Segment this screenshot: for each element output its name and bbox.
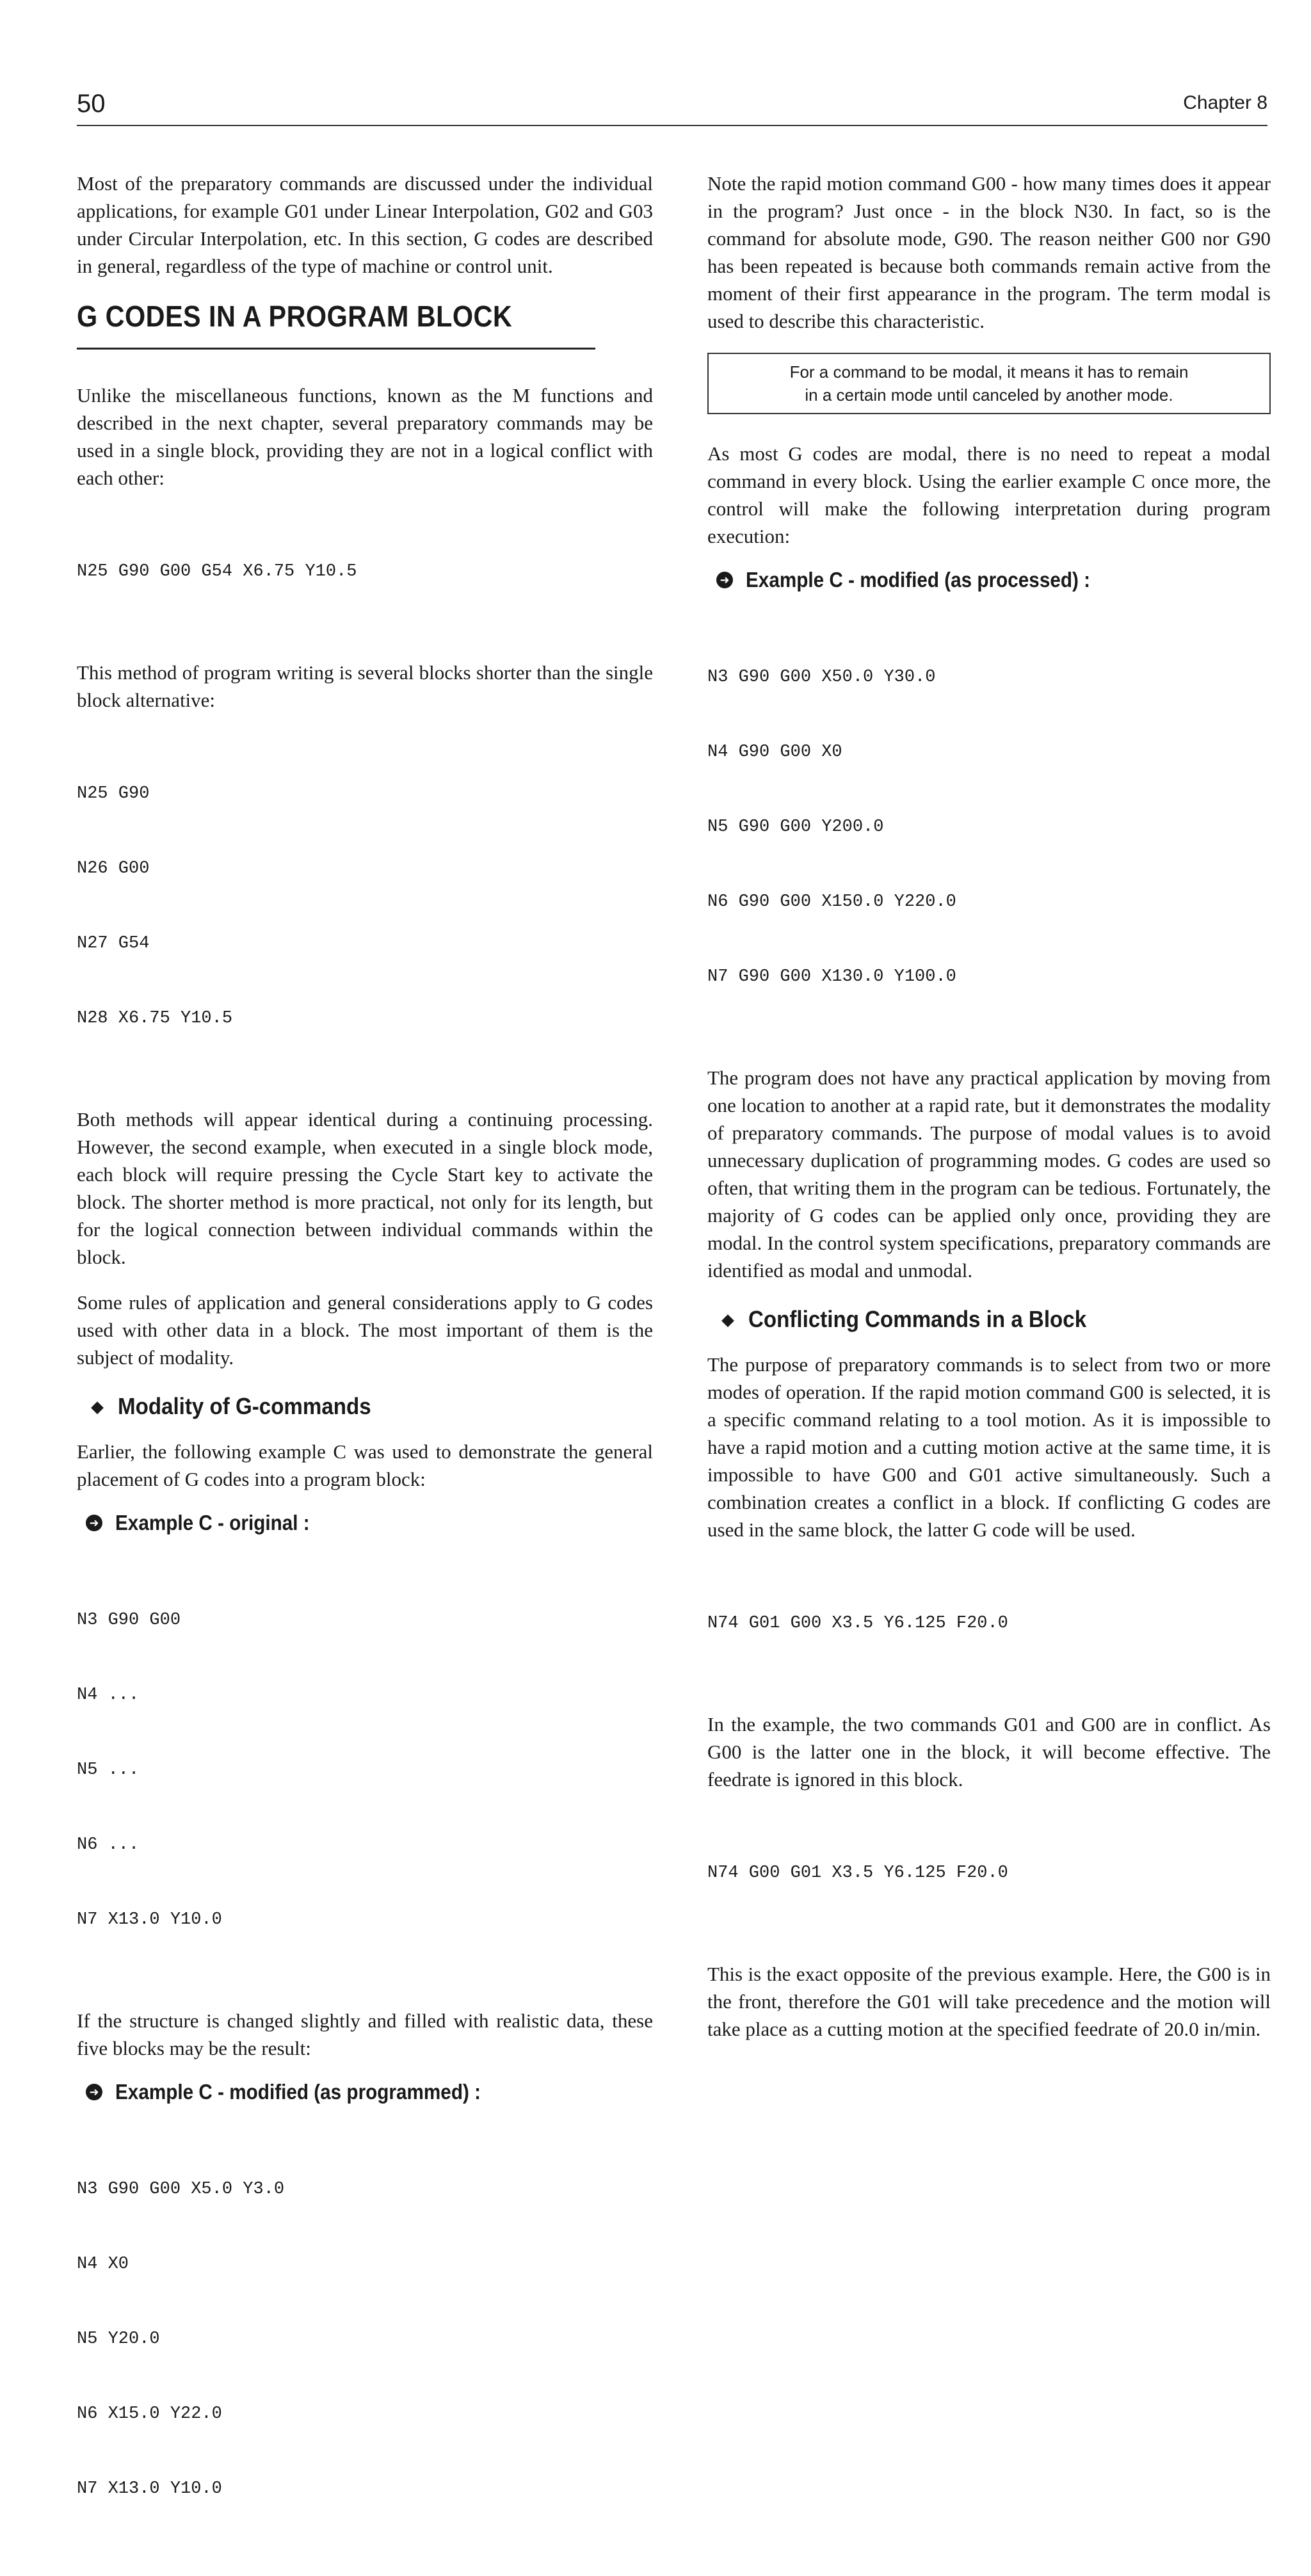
paragraph: Both methods will appear identical during a continuing processing. However, the second example, when executed in a single block mode, each block will require pressing the Cycle Start key to activate the block. The shorter method is more practical, not only for its length, but for the logical connection between individual commands within the block.	[77, 1108, 653, 1268]
code-block	[707, 1811, 1271, 1936]
example-heading	[707, 568, 1271, 592]
code-line: N4 ...	[77, 1686, 140, 1705]
arrow-circle-icon: ➜	[716, 572, 733, 588]
arrow-circle-icon: ➜	[86, 1515, 102, 1531]
code-line: N26 G00	[77, 859, 150, 878]
paragraph: This method of program writing is several blocks shorter than the single block alternative:	[77, 661, 653, 711]
paragraph: As most G codes are modal, there is no need to repeat a modal command in every block. Using the earlier example C once more, the control will make the following interpretation during program execution:	[707, 442, 1271, 547]
example-heading	[77, 2080, 653, 2104]
arrow-circle-icon: ➜	[86, 2084, 102, 2100]
code-line: N4 X0	[77, 2255, 129, 2274]
paragraph: If the structure is changed slightly and filled with realistic data, these five blocks may be the result:	[77, 2009, 653, 2059]
subheading-conflicting	[707, 1306, 1271, 1333]
paragraph: This is the exact opposite of the previous example. Here, the G00 is in the front, therefore the G01 will take precedence and the motion will take place as a cutting motion at the specified feedrate of 20.0 in/min.	[707, 1963, 1271, 2040]
code-line: N3 G90 G00 X5.0 Y3.0	[77, 2180, 285, 2199]
subheading-text: Conflicting Commands in a Block	[748, 1306, 1087, 1332]
code-line: N6 ...	[77, 1835, 140, 1855]
code-block	[77, 510, 653, 634]
note-line: For a command to be modal, it means it has to remain	[789, 362, 1189, 382]
subheading-modality	[77, 1393, 653, 1420]
code-block	[77, 732, 653, 1081]
code-line: N6 G90 G00 X150.0 Y220.0	[707, 892, 956, 912]
chapter-label: Chapter 8	[1183, 92, 1267, 113]
code-block	[77, 1558, 653, 1983]
code-line: N4 G90 G00 X0	[707, 743, 842, 762]
code-line: N74 G00 G01 X3.5 Y6.125 F20.0	[707, 1864, 1008, 1883]
left-column	[77, 170, 653, 2576]
paragraph: Most of the preparatory commands are discussed under the individual applications, for example G01 under Linear Interpolation, G02 and G03 under Circular Interpolation, etc. In this section, G codes are described in general, regardless of the type of machine or control unit.	[77, 172, 653, 277]
code-line: N5 G90 G00 Y200.0	[707, 817, 884, 837]
example-heading-text: Example C - original :	[115, 1511, 310, 1534]
header-rule	[77, 125, 1267, 126]
paragraph: The program does not have any practical application by moving from one location to another at a rapid rate, but it demonstrates the modality of preparatory commands. The purpose of modal values is to avoid unnecessary duplication of programming modes. G codes are used so often, that writing them in the program can be tedious. Fortunately, the majority of G codes can be applied only once, providing they are modal. In the control system specifications, preparatory commands are identified as modal and unmodal.	[707, 1067, 1271, 1282]
code-block	[77, 2127, 653, 2552]
example-heading	[77, 1511, 653, 1535]
code-line: N25 G90 G00 G54 X6.75 Y10.5	[77, 562, 357, 581]
diamond-bullet-icon: ◆	[91, 1396, 104, 1416]
code-line: N6 X15.0 Y22.0	[77, 2404, 222, 2424]
paragraph: The purpose of preparatory commands is to select from two or more modes of operation. If the rapid motion command G00 is selected, it is a specific command relating to a tool motion. As it is impossible to have a rapid motion and a cutting motion active at the same time, it is impossible to have G00 and G01 active simultaneously. Such a combination creates a conflict in a block. If conflicting G codes are used in the same block, the latter G code will be used.	[707, 1353, 1271, 1541]
paragraph: Unlike the miscellaneous functions, known as the M functions and described in the next chapter, several preparatory commands may be used in a single block, providing they are not in a logical conflict with each other:	[77, 384, 653, 489]
page-number: 50	[77, 90, 106, 118]
code-line: N28 X6.75 Y10.5	[77, 1009, 233, 1028]
code-line: N25 G90	[77, 784, 150, 803]
code-line: N7 G90 G00 X130.0 Y100.0	[707, 967, 956, 986]
example-heading-text: Example C - modified (as programmed) :	[115, 2080, 481, 2104]
code-line: N74 G01 G00 X3.5 Y6.125 F20.0	[707, 1614, 1008, 1633]
paragraph: Some rules of application and general considerations apply to G codes used with other data in a block. The most important of them is the subject of modality.	[77, 1291, 653, 1369]
paragraph: Note the rapid motion command G00 - how many times does it appear in the program? Just once - in the block N30. In fact, so is the command for absolute mode, G90. The reason neither G00 nor G90 has been repeated is because both commands remain active from the moment of their first appearance in the program. The term modal is used to describe this characteristic.	[707, 172, 1271, 332]
paragraph: In the example, the two commands G01 and G00 are in conflict. As G00 is the latter one in the block, it will become effective. The feedrate is ignored in this block.	[707, 1713, 1271, 1791]
note-line: in a certain mode until canceled by another mode.	[805, 385, 1173, 405]
code-block	[707, 615, 1271, 1040]
code-line: N27 G54	[77, 934, 150, 953]
subheading-text: Modality of G-commands	[118, 1393, 371, 1419]
code-block	[707, 1561, 1271, 1686]
code-line: N7 X13.0 Y10.0	[77, 1910, 222, 1929]
paragraph: Earlier, the following example C was used to demonstrate the general placement of G codes into a program block:	[77, 1440, 653, 1490]
code-line: N7 X13.0 Y10.0	[77, 2479, 222, 2499]
right-column	[707, 170, 1271, 2061]
note-box	[707, 353, 1271, 414]
code-line: N3 G90 G00	[77, 1611, 181, 1630]
code-line: N3 G90 G00 X50.0 Y30.0	[707, 668, 936, 687]
code-line: N5 Y20.0	[77, 2330, 160, 2349]
example-heading-text: Example C - modified (as processed) :	[746, 568, 1091, 592]
section-title: G CODES IN A PROGRAM BLOCK	[77, 299, 595, 350]
code-line: N5 ...	[77, 1760, 140, 1780]
page-header	[77, 90, 1267, 128]
diamond-bullet-icon: ◆	[721, 1309, 734, 1329]
